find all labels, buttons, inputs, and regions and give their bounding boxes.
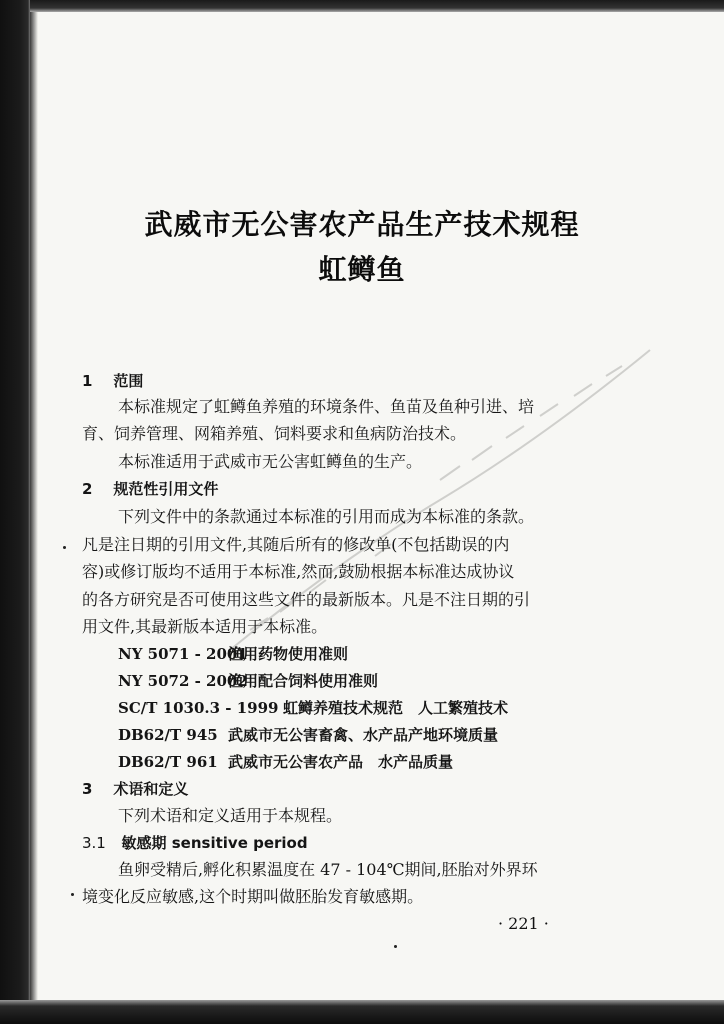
section-2-heading bbox=[82, 478, 218, 500]
reference-name: 武威市无公害畜禽、水产品产地环境质量 bbox=[228, 726, 499, 744]
document-subtitle: 虹鳟鱼 bbox=[318, 253, 406, 286]
section-3-number: 3 bbox=[82, 780, 93, 798]
subsection-3-1-term: 敏感期 sensitive period bbox=[121, 834, 308, 852]
reference-code: SC/T 1030.3 - 1999 bbox=[118, 699, 279, 717]
section-1-line-1: 本标准规定了虹鳟鱼养殖的环境条件、鱼苗及鱼种引进、培 bbox=[118, 397, 535, 416]
scan-shadow-top bbox=[30, 0, 724, 12]
reference-name: 渔用药物使用准则 bbox=[228, 645, 349, 663]
reference-code: DB62/T 961 bbox=[118, 753, 218, 771]
section-1-number: 1 bbox=[82, 372, 93, 390]
section-2-line-1: 下列文件中的条款通过本标准的引用而成为本标准的条款。 bbox=[118, 507, 535, 526]
section-2-title: 规范性引用文件 bbox=[113, 480, 219, 498]
section-2-line-3: 容)或修订版均不适用于本标准,然而,鼓励根据本标准达成协议 bbox=[82, 562, 515, 581]
section-1-line-3: 本标准适用于武威市无公害虹鳟鱼的生产。 bbox=[118, 452, 423, 471]
section-1-heading bbox=[82, 370, 143, 392]
scan-shadow-left bbox=[0, 0, 30, 1024]
page-number: · 221 · bbox=[498, 914, 549, 933]
reference-code: NY 5071 - 2001 bbox=[118, 645, 248, 663]
reference-code: DB62/T 945 bbox=[118, 726, 218, 744]
reference-item bbox=[118, 724, 498, 746]
page-gutter-shadow bbox=[30, 12, 38, 1002]
section-1-line-2: 育、饲养管理、网箱养殖、饲料要求和鱼病防治技术。 bbox=[82, 424, 467, 443]
section-3-heading bbox=[82, 778, 188, 800]
scan-speck bbox=[394, 945, 397, 948]
reference-item bbox=[118, 670, 378, 692]
reference-item bbox=[118, 643, 348, 665]
section-2-line-4: 的各方研究是否可使用这些文件的最新版本。凡是不注日期的引 bbox=[82, 590, 531, 609]
scan-shadow-bottom bbox=[0, 1000, 724, 1024]
subsection-3-1-line-1: 鱼卵受精后,孵化积累温度在 47 - 104℃期间,胚胎对外界环 bbox=[118, 860, 538, 879]
reference-name: 武威市无公害农产品 水产品质量 bbox=[228, 753, 454, 771]
subsection-3-1-heading bbox=[82, 832, 308, 854]
section-1-title: 范围 bbox=[113, 372, 144, 390]
document-title: 武威市无公害农产品生产技术规程 bbox=[144, 208, 580, 241]
section-3-intro: 下列术语和定义适用于本规程。 bbox=[118, 806, 343, 825]
scan-speck bbox=[71, 893, 74, 896]
section-2-line-2: 凡是注日期的引用文件,其随后所有的修改单(不包括勘误的内 bbox=[82, 535, 510, 554]
reference-name: 虹鳟养殖技术规范 人工繁殖技术 bbox=[283, 699, 509, 717]
reference-code: NY 5072 - 2002 bbox=[118, 672, 248, 690]
subsection-3-1-number: 3.1 bbox=[82, 834, 106, 852]
section-2-number: 2 bbox=[82, 480, 93, 498]
subsection-3-1-line-2: 境变化反应敏感,这个时期叫做胚胎发育敏感期。 bbox=[82, 887, 424, 906]
scan-speck bbox=[63, 546, 66, 549]
section-2-line-5: 用文件,其最新版本适用于本标准。 bbox=[82, 617, 328, 636]
section-3-title: 术语和定义 bbox=[113, 780, 189, 798]
reference-item bbox=[118, 697, 508, 719]
reference-name: 渔用配合饲料使用准则 bbox=[228, 672, 379, 690]
reference-item bbox=[118, 751, 453, 773]
